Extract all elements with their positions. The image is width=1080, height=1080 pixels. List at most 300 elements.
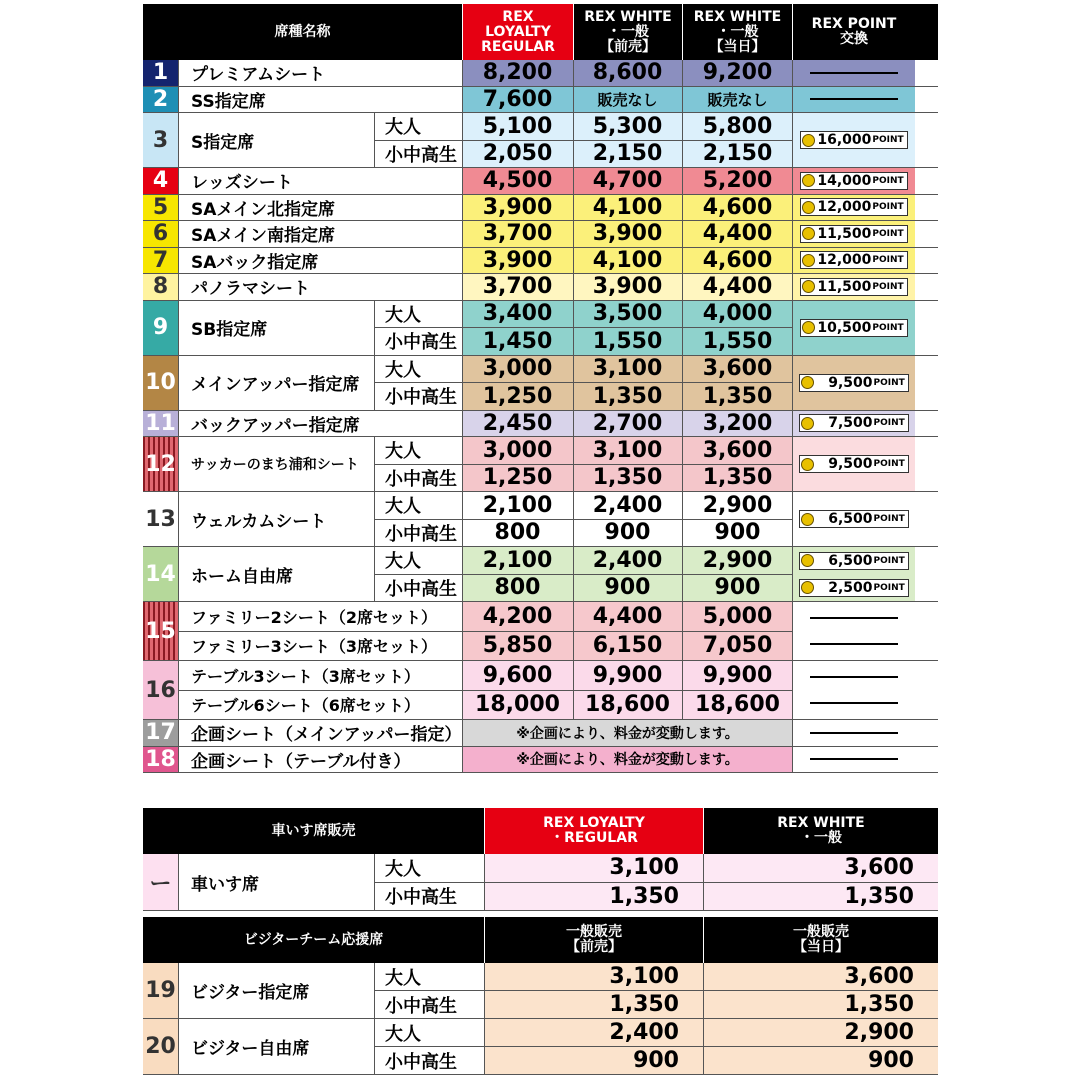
point-badge	[800, 251, 907, 269]
point-unit: POINT	[873, 582, 905, 593]
seat-row	[143, 492, 938, 547]
price-cell: 4,400	[683, 221, 793, 247]
age-label: 大人	[375, 301, 462, 329]
price-row	[485, 854, 938, 883]
price-group	[463, 195, 793, 221]
soccer-ball-icon	[801, 554, 814, 567]
point-cell	[793, 168, 915, 194]
price-row	[485, 1019, 938, 1047]
price-cell: 3,100	[485, 963, 704, 990]
seat-name: ビジター自由席	[179, 1019, 375, 1074]
price-cell: 4,200	[463, 602, 574, 631]
dash-line	[810, 98, 898, 100]
seat-row	[143, 411, 938, 438]
price-cell: 1,350	[574, 383, 683, 410]
seat-number: 18	[143, 747, 179, 773]
soccer-ball-icon	[802, 321, 815, 334]
price-cell: 3,700	[463, 221, 574, 247]
price-cell: 4,500	[463, 168, 574, 194]
point-unit: POINT	[873, 555, 905, 566]
price-group	[463, 747, 793, 773]
seat-age-labels	[375, 356, 463, 410]
price-cell: 18,600	[683, 691, 793, 720]
price-cell: 1,550	[683, 328, 793, 355]
point-unit: POINT	[872, 228, 904, 239]
seat-row	[143, 195, 938, 222]
price-cell: 900	[683, 520, 793, 547]
price-cell: 7,600	[463, 87, 574, 113]
seat-name: プレミアムシート	[179, 60, 463, 86]
price-group	[463, 356, 793, 410]
seat-number: 14	[143, 547, 179, 601]
point-value: 11,500	[817, 278, 872, 295]
dash-line	[810, 676, 898, 678]
price-group	[463, 437, 793, 491]
price-cell: 2,150	[683, 141, 793, 168]
price-row	[463, 274, 793, 300]
seat-row	[143, 274, 938, 301]
point-cell	[793, 248, 915, 274]
seat-age-labels	[375, 113, 463, 167]
dash-line	[810, 72, 898, 74]
point-cell	[793, 492, 915, 546]
age-label: 小中高生	[385, 1051, 457, 1073]
price-cell: 2,400	[485, 1019, 704, 1046]
seat-name: SS指定席	[179, 87, 463, 113]
price-cell: 販売なし	[683, 87, 793, 113]
point-badge	[800, 198, 907, 216]
age-label: 小中高生	[385, 523, 457, 545]
price-cell: 3,000	[463, 356, 574, 383]
price-cell: 3,600	[683, 437, 793, 464]
soccer-ball-icon	[802, 201, 815, 214]
point-cell	[793, 60, 915, 86]
point-cell	[793, 356, 915, 410]
point-badge	[800, 278, 907, 296]
age-label: 小中高生	[385, 887, 457, 909]
point-cell	[793, 195, 915, 221]
price-cell: 3,900	[463, 248, 574, 274]
seat-name: SAメイン北指定席	[179, 195, 463, 221]
price-cell: 1,550	[574, 328, 683, 355]
seat-name: 企画シート（テーブル付き）	[179, 747, 463, 773]
seat-name: 車いす席	[179, 854, 375, 910]
seat-number: 8	[143, 274, 179, 300]
price-cell: 1,350	[704, 883, 938, 911]
price-cell: 2,900	[704, 1019, 938, 1046]
price-cell: 900	[574, 575, 683, 602]
seat-number: 13	[143, 492, 179, 546]
price-cell: 販売なし	[574, 87, 683, 113]
price-row	[463, 383, 793, 410]
point-value: 2,500	[828, 579, 873, 596]
soccer-ball-icon	[801, 513, 814, 526]
price-cell: 8,600	[574, 60, 683, 86]
point-value: 12,000	[817, 199, 872, 216]
seat-age-labels	[375, 963, 485, 1018]
seat-row	[143, 301, 938, 356]
price-cell: 9,200	[683, 60, 793, 86]
point-badge	[799, 455, 909, 473]
seat-row	[143, 168, 938, 195]
age-label: 小中高生	[385, 468, 457, 490]
point-unit: POINT	[872, 322, 904, 333]
soccer-ball-icon	[801, 458, 814, 471]
price-cell: 900	[683, 575, 793, 602]
age-label: 小中高生	[385, 995, 457, 1017]
point-badge	[799, 552, 909, 570]
seat-name: ファミリー3シート（3席セット）	[191, 637, 437, 657]
point-cell	[793, 661, 915, 719]
price-cell: 3,900	[574, 221, 683, 247]
seat-row	[143, 747, 938, 774]
price-row	[463, 632, 793, 661]
price-row	[485, 883, 938, 911]
seat-price-table	[143, 4, 938, 773]
price-cell: 4,100	[574, 195, 683, 221]
header-cell: REX WHITE ・一般	[777, 815, 865, 846]
price-row	[485, 963, 938, 991]
price-cell: 3,100	[574, 356, 683, 383]
price-row	[463, 411, 793, 437]
seat-name: 企画シート（メインアッパー指定）	[179, 720, 463, 746]
point-badge	[799, 510, 909, 528]
seat-number: 4	[143, 168, 179, 194]
seat-number: 11	[143, 411, 179, 437]
price-row	[463, 547, 793, 575]
seat-age-labels	[375, 1019, 485, 1074]
price-cell: 4,000	[683, 301, 793, 328]
header-cell: 席種名称	[143, 4, 463, 60]
seat-age-labels	[375, 547, 463, 601]
soccer-ball-icon	[802, 227, 815, 240]
seat-row	[143, 437, 938, 492]
soccer-ball-icon	[802, 254, 815, 267]
price-cell: 1,450	[463, 328, 574, 355]
seat-row	[143, 602, 938, 661]
header-cell: 一般販売 【当日】	[793, 924, 849, 955]
seat-number: 5	[143, 195, 179, 221]
price-cell: 2,450	[463, 411, 574, 437]
point-badge	[800, 131, 907, 149]
price-row	[463, 520, 793, 547]
point-value: 6,500	[828, 552, 873, 569]
point-unit: POINT	[872, 202, 904, 213]
price-cell: 5,850	[463, 632, 574, 661]
price-cell: 3,400	[463, 301, 574, 328]
price-row	[485, 1047, 938, 1074]
price-row	[463, 195, 793, 221]
price-cell: 2,700	[574, 411, 683, 437]
header-cell: REX LOYALTY REGULAR	[463, 4, 574, 60]
price-cell: 2,100	[463, 492, 574, 519]
header-cell: 一般販売 【前売】	[485, 917, 704, 963]
price-cell: 9,900	[574, 661, 683, 690]
seat-number: 3	[143, 113, 179, 167]
age-label: 大人	[375, 437, 462, 465]
dash-line	[810, 758, 898, 760]
seat-row	[143, 221, 938, 248]
seat-number: 15	[143, 602, 179, 660]
price-cell: 1,350	[485, 883, 704, 911]
price-cell: 7,050	[683, 632, 793, 661]
price-note: ※企画により、料金が変動します。	[463, 720, 793, 746]
soccer-ball-icon	[802, 134, 815, 147]
price-cell: 900	[704, 1047, 938, 1074]
price-cell: 4,400	[683, 274, 793, 300]
age-label: 大人	[375, 113, 462, 141]
price-row	[485, 991, 938, 1018]
seat-name: パノラマシート	[179, 274, 463, 300]
price-note: ※企画により、料金が変動します。	[463, 747, 793, 773]
price-group	[463, 492, 793, 546]
dash-line	[810, 732, 898, 734]
price-cell: 5,000	[683, 602, 793, 631]
price-cell: 1,250	[463, 383, 574, 410]
seat-name: S指定席	[179, 113, 375, 167]
header-cell: 車いす席販売	[143, 808, 485, 854]
seat-row	[143, 248, 938, 275]
price-cell: 3,900	[463, 195, 574, 221]
age-label: 小中高生	[385, 387, 457, 409]
age-label: 大人	[375, 854, 484, 883]
price-row	[463, 602, 793, 632]
price-cell: 1,350	[574, 465, 683, 492]
price-row	[463, 356, 793, 384]
price-row	[463, 60, 793, 86]
seat-row	[143, 113, 938, 168]
price-cell: 2,900	[683, 547, 793, 574]
seat-row	[143, 720, 938, 747]
seat-number: 20	[143, 1019, 179, 1074]
seat-name: SAメイン南指定席	[179, 221, 463, 247]
point-cell	[793, 113, 915, 167]
soccer-ball-icon	[802, 174, 815, 187]
point-value: 14,000	[817, 172, 872, 189]
point-value: 6,500	[828, 511, 873, 527]
price-cell: 1,350	[683, 465, 793, 492]
soccer-ball-icon	[801, 376, 814, 389]
seat-row	[143, 87, 938, 114]
price-cell: 5,100	[463, 113, 574, 140]
price-group	[463, 720, 793, 746]
price-row	[463, 465, 793, 492]
price-cell: 3,500	[574, 301, 683, 328]
price-cell: 1,250	[463, 465, 574, 492]
seat-number: 2	[143, 87, 179, 113]
price-row	[463, 661, 793, 691]
seat-number: 6	[143, 221, 179, 247]
price-cell: 5,800	[683, 113, 793, 140]
point-unit: POINT	[872, 135, 904, 145]
price-cell: 3,700	[463, 274, 574, 300]
price-cell: 2,150	[574, 141, 683, 168]
price-group	[485, 854, 938, 910]
point-unit: POINT	[872, 175, 904, 186]
point-value: 16,000	[817, 132, 872, 148]
age-label: 小中高生	[385, 144, 457, 166]
point-cell	[793, 747, 915, 773]
price-cell: 1,350	[704, 991, 938, 1018]
price-cell: 5,200	[683, 168, 793, 194]
seat-number: 19	[143, 963, 179, 1018]
visitor-price-table	[143, 917, 938, 1075]
seat-name: ファミリー2シート（2席セット）	[179, 602, 462, 632]
price-cell: 3,000	[463, 437, 574, 464]
price-row	[463, 437, 793, 465]
price-cell: 4,600	[683, 248, 793, 274]
price-group	[463, 411, 793, 437]
seat-number: 17	[143, 720, 179, 746]
price-cell: 3,100	[574, 437, 683, 464]
dash-line	[810, 702, 898, 704]
age-label: 大人	[375, 547, 462, 575]
price-cell: 4,400	[574, 602, 683, 631]
point-unit: POINT	[873, 514, 905, 524]
price-cell: 3,600	[683, 356, 793, 383]
price-cell: 8,200	[463, 60, 574, 86]
price-cell: 5,300	[574, 113, 683, 140]
price-row	[463, 328, 793, 355]
point-value: 11,500	[817, 225, 872, 242]
price-cell: 3,100	[485, 854, 704, 882]
price-cell: 2,400	[574, 547, 683, 574]
point-cell	[793, 437, 915, 491]
point-unit: POINT	[872, 281, 904, 292]
price-cell: 2,900	[683, 492, 793, 519]
seat-name: メインアッパー指定席	[179, 356, 375, 410]
seat-sub-labels	[179, 602, 463, 660]
table-header	[143, 4, 938, 60]
price-cell: 18,000	[463, 691, 574, 720]
age-label: 大人	[375, 356, 462, 384]
seat-row	[143, 854, 938, 911]
seat-number: 7	[143, 248, 179, 274]
seat-number: 16	[143, 661, 179, 719]
price-row	[463, 87, 793, 113]
age-label: 大人	[375, 492, 462, 520]
seat-row	[143, 963, 938, 1019]
point-cell	[793, 274, 915, 300]
price-row	[463, 221, 793, 247]
dash-line	[810, 617, 898, 619]
seat-name: テーブル6シート（6席セット）	[191, 696, 420, 716]
price-cell: 3,600	[704, 854, 938, 882]
price-row	[463, 168, 793, 194]
price-cell: 1,350	[485, 991, 704, 1018]
wheelchair-price-table	[143, 808, 938, 911]
price-row	[463, 141, 793, 168]
seat-row	[143, 1019, 938, 1075]
price-group	[463, 221, 793, 247]
price-row	[463, 492, 793, 520]
price-group	[485, 1019, 938, 1074]
age-label: 大人	[375, 1019, 484, 1047]
header-cell: ビジターチーム応援席	[143, 917, 485, 963]
point-badge	[799, 374, 909, 392]
price-cell: 3,200	[683, 411, 793, 437]
price-row	[463, 248, 793, 274]
seat-row	[143, 661, 938, 720]
seat-number: 1	[143, 60, 179, 86]
header-cell: REX WHITE ・一般 【当日】	[683, 4, 793, 60]
point-unit: POINT	[873, 459, 905, 469]
price-cell: 9,900	[683, 661, 793, 690]
point-value: 7,500	[828, 415, 873, 432]
price-cell: 2,100	[463, 547, 574, 574]
price-cell: 900	[574, 520, 683, 547]
price-cell: 6,150	[574, 632, 683, 661]
seat-row	[143, 547, 938, 602]
seat-name: SAバック指定席	[179, 248, 463, 274]
price-group	[463, 168, 793, 194]
seat-row	[143, 60, 938, 87]
seat-name: ウェルカムシート	[179, 492, 375, 546]
header-cell: REX WHITE ・一般 【前売】	[574, 4, 683, 60]
point-cell	[793, 602, 915, 660]
seat-name: SB指定席	[179, 301, 375, 355]
price-group	[463, 113, 793, 167]
point-badge	[800, 319, 907, 337]
table-header	[143, 808, 938, 854]
price-group	[463, 87, 793, 113]
dash-line	[810, 643, 898, 645]
seat-number: 12	[143, 437, 179, 491]
age-label: 大人	[375, 963, 484, 991]
price-cell: 9,600	[463, 661, 574, 690]
header-cell: REX LOYALTY ・REGULAR	[485, 808, 704, 854]
seat-name: バックアッパー指定席	[179, 411, 463, 437]
point-cell	[793, 411, 915, 437]
age-label: 小中高生	[385, 332, 457, 354]
point-badge	[799, 579, 909, 597]
header-cell: REX POINT 交換	[811, 16, 897, 47]
point-value: 10,500	[817, 319, 872, 336]
seat-name: レッズシート	[179, 168, 463, 194]
point-cell	[793, 301, 915, 355]
price-cell: 800	[463, 575, 574, 602]
price-group	[463, 248, 793, 274]
price-row	[463, 691, 793, 720]
price-group	[463, 602, 793, 660]
price-cell: 800	[463, 520, 574, 547]
seat-sub-labels	[179, 661, 463, 719]
point-value: 9,500	[828, 374, 873, 391]
seat-number: ー	[143, 854, 179, 910]
seat-age-labels	[375, 492, 463, 546]
point-unit: POINT	[873, 418, 905, 429]
price-group	[463, 60, 793, 86]
seat-name: ホーム自由席	[179, 547, 375, 601]
point-cell	[793, 720, 915, 746]
price-group	[463, 547, 793, 601]
seat-number: 9	[143, 301, 179, 355]
price-row	[463, 575, 793, 602]
price-row	[463, 113, 793, 141]
price-row	[463, 301, 793, 329]
seat-age-labels	[375, 854, 485, 910]
price-cell: 2,050	[463, 141, 574, 168]
point-badge	[800, 225, 907, 243]
price-cell: 1,350	[683, 383, 793, 410]
price-cell: 3,600	[704, 963, 938, 990]
price-group	[463, 301, 793, 355]
seat-name: ビジター指定席	[179, 963, 375, 1018]
point-unit: POINT	[873, 377, 905, 388]
soccer-ball-icon	[801, 581, 814, 594]
price-cell: 3,900	[574, 274, 683, 300]
seat-row	[143, 356, 938, 411]
